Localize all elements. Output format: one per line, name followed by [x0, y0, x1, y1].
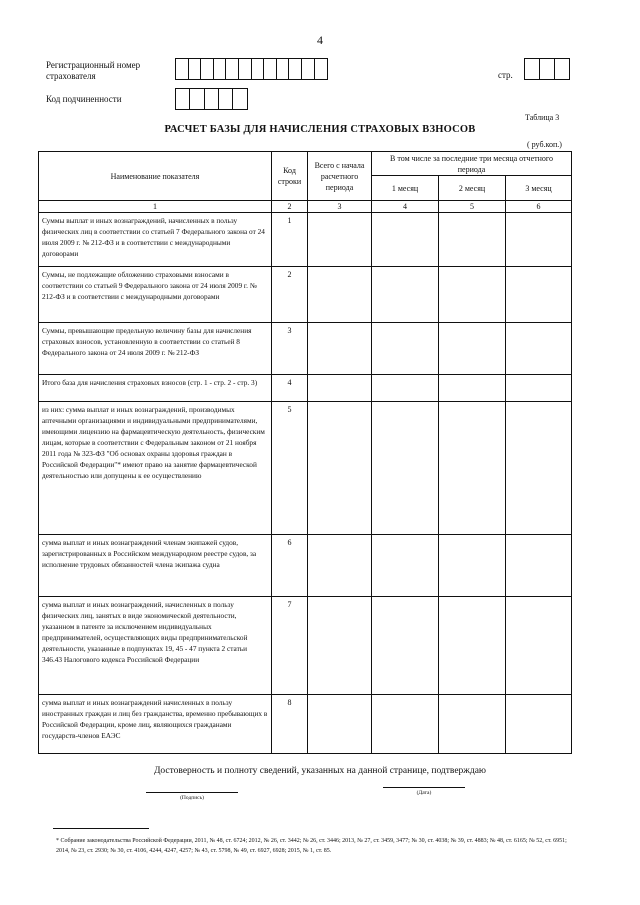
column-header-code: Код строки: [272, 152, 308, 201]
value-cell[interactable]: [308, 695, 372, 754]
value-cell[interactable]: [439, 535, 506, 597]
table-row: [39, 695, 572, 754]
value-cell[interactable]: [439, 375, 506, 402]
value-cell[interactable]: [372, 535, 439, 597]
column-number: 4: [372, 201, 439, 213]
row-name: Суммы, превышающие предельную величину базы для начисления страховых взносов, установленную в соответствии со статьей 8 Федерального закона от 24 июля 2009 г. № 212-ФЗ: [39, 323, 272, 375]
value-cell[interactable]: [308, 375, 372, 402]
value-cell[interactable]: [372, 323, 439, 375]
table-row: [39, 213, 572, 267]
value-cell[interactable]: [372, 402, 439, 535]
row-code: 1: [272, 213, 308, 267]
row-code: 6: [272, 535, 308, 597]
certify-statement: Достоверность и полноту сведений, указанных на данной странице, подтверждаю: [153, 766, 487, 776]
value-cell[interactable]: [308, 323, 372, 375]
calculation-table: [38, 151, 572, 754]
row-name: Суммы, не подлежащие обложению страховыми взносами в соответствии со статьей 9 Федерального закона от 24 июля 2009 г. № 212-ФЗ и в соответствии с международными договорами: [39, 267, 272, 323]
row-name: сумма выплат и иных вознаграждений начисленных в пользу иностранных граждан и лиц без гражданства, временно пребывающих в Российской Федерации, кроме лиц, являющихся гражданами государств-членов ЕАЭС: [39, 695, 272, 754]
footnote-separator: [53, 828, 149, 829]
page-label: стр.: [498, 70, 513, 80]
value-cell[interactable]: [439, 323, 506, 375]
value-cell[interactable]: [308, 402, 372, 535]
value-cell[interactable]: [506, 375, 572, 402]
value-cell[interactable]: [439, 597, 506, 695]
value-cell[interactable]: [308, 267, 372, 323]
column-number: 6: [506, 201, 572, 213]
value-cell[interactable]: [372, 213, 439, 267]
value-cell[interactable]: [372, 375, 439, 402]
value-cell[interactable]: [308, 213, 372, 267]
column-header-name: Наименование показателя: [39, 152, 272, 201]
column-header-m3: 3 месяц: [506, 176, 572, 201]
table-row: [39, 597, 572, 695]
table-row: [39, 375, 572, 402]
value-cell[interactable]: [308, 597, 372, 695]
page-cells[interactable]: [524, 58, 568, 80]
date-caption: (Дата): [416, 790, 432, 796]
row-code: 4: [272, 375, 308, 402]
value-cell[interactable]: [506, 213, 572, 267]
row-name: сумма выплат и иных вознаграждений членам экипажей судов, зарегистрированных в Российском международном реестре судов, за исполнение трудовых обязанностей члена экипажа судна: [39, 535, 272, 597]
value-cell[interactable]: [372, 597, 439, 695]
row-code: 7: [272, 597, 308, 695]
value-cell[interactable]: [372, 267, 439, 323]
value-cell[interactable]: [439, 213, 506, 267]
subordination-label: Код подчиненности: [46, 94, 122, 104]
column-header-m2: 2 месяц: [439, 176, 506, 201]
value-cell[interactable]: [506, 267, 572, 323]
table-row: [39, 402, 572, 535]
value-cell[interactable]: [308, 535, 372, 597]
page-title: РАСЧЕТ БАЗЫ ДЛЯ НАЧИСЛЕНИЯ СТРАХОВЫХ ВЗНОСОВ: [164, 124, 476, 135]
column-number: 3: [308, 201, 372, 213]
value-cell[interactable]: [372, 695, 439, 754]
value-cell[interactable]: [439, 267, 506, 323]
value-cell[interactable]: [506, 535, 572, 597]
table-row: [39, 267, 572, 323]
table-row: [39, 323, 572, 375]
column-header-total: Всего с начала расчетного периода: [308, 152, 372, 201]
column-header-last3: В том числе за последние три месяца отчетного периода: [372, 152, 572, 176]
subordination-cells[interactable]: [175, 88, 247, 110]
reg-number-cells[interactable]: [175, 58, 326, 80]
currency-note: ( руб.коп.): [527, 140, 562, 149]
value-cell[interactable]: [506, 695, 572, 754]
value-cell[interactable]: [439, 695, 506, 754]
column-number: 1: [39, 201, 272, 213]
column-header-m1: 1 месяц: [372, 176, 439, 201]
row-name: Суммы выплат и иных вознаграждений, начисленных в пользу физических лиц в соответствии со статьей 7 Федерального закона от 24 июля 2009 г. № 212-ФЗ и в соответствии с международными договорами: [39, 213, 272, 267]
signature-caption: (Подпись): [180, 795, 204, 801]
value-cell[interactable]: [506, 402, 572, 535]
date-line[interactable]: [383, 787, 465, 788]
footnote: * Собрание законодательства Российской Федерации, 2011, № 48, ст. 6724; 2012, № 26, ст. 3442; № 26, ст. 3446; 2013, № 27, ст. 3459, 3477; № 30, ст. 4038; № 39, ст. 4883; № 48, ст. 6165; № 52, ст. 6951; 2014, № 23, ст. 2930; № 30, ст. 4106, 4244, 4247, 4257; № 43, ст. 5798, № 49, ст. 6927, 6928; 2015, № 1, ст. 85.: [56, 838, 567, 854]
row-code: 5: [272, 402, 308, 535]
row-name: сумма выплат и иных вознаграждений, начисленных в пользу физических лиц, занятых в виде экономической деятельности, указанном в патенте за исключением индивидуальных предпринимателей, осуществляющих виды предпринимательской деятельности, указанные в подпунктах 19, 45 - 47 пункта 2 статьи 346.43 Налогового кодекса Российской Федерации: [39, 597, 272, 695]
column-numbers-row: [39, 201, 572, 213]
value-cell[interactable]: [506, 597, 572, 695]
row-code: 8: [272, 695, 308, 754]
row-code: 2: [272, 267, 308, 323]
column-number: 2: [272, 201, 308, 213]
row-name: Итого база для начисления страховых взносов (стр. 1 - стр. 2 - стр. 3): [39, 375, 272, 402]
signature-line[interactable]: [146, 792, 238, 793]
table-label: Таблица 3: [525, 113, 560, 122]
value-cell[interactable]: [439, 402, 506, 535]
column-number: 5: [439, 201, 506, 213]
page-number: 4: [317, 33, 323, 47]
table-row: [39, 535, 572, 597]
value-cell[interactable]: [506, 323, 572, 375]
row-name: из них: сумма выплат и иных вознаграждений, производимых аптечными организациями и индивидуальными предпринимателями, имеющими лицензию на фармацевтическую деятельность, физическим лицам, которые в соответствии с Федеральным законом от 21 ноября 2011 года № 323-ФЗ "Об основах охраны здоровья граждан в Российской Федерации"* имеют право на занятие фармацевтической деятельностью или допущены к ее осуществлению: [39, 402, 272, 535]
reg-number-label: Регистрационный номер страхователя: [46, 60, 141, 81]
row-code: 3: [272, 323, 308, 375]
